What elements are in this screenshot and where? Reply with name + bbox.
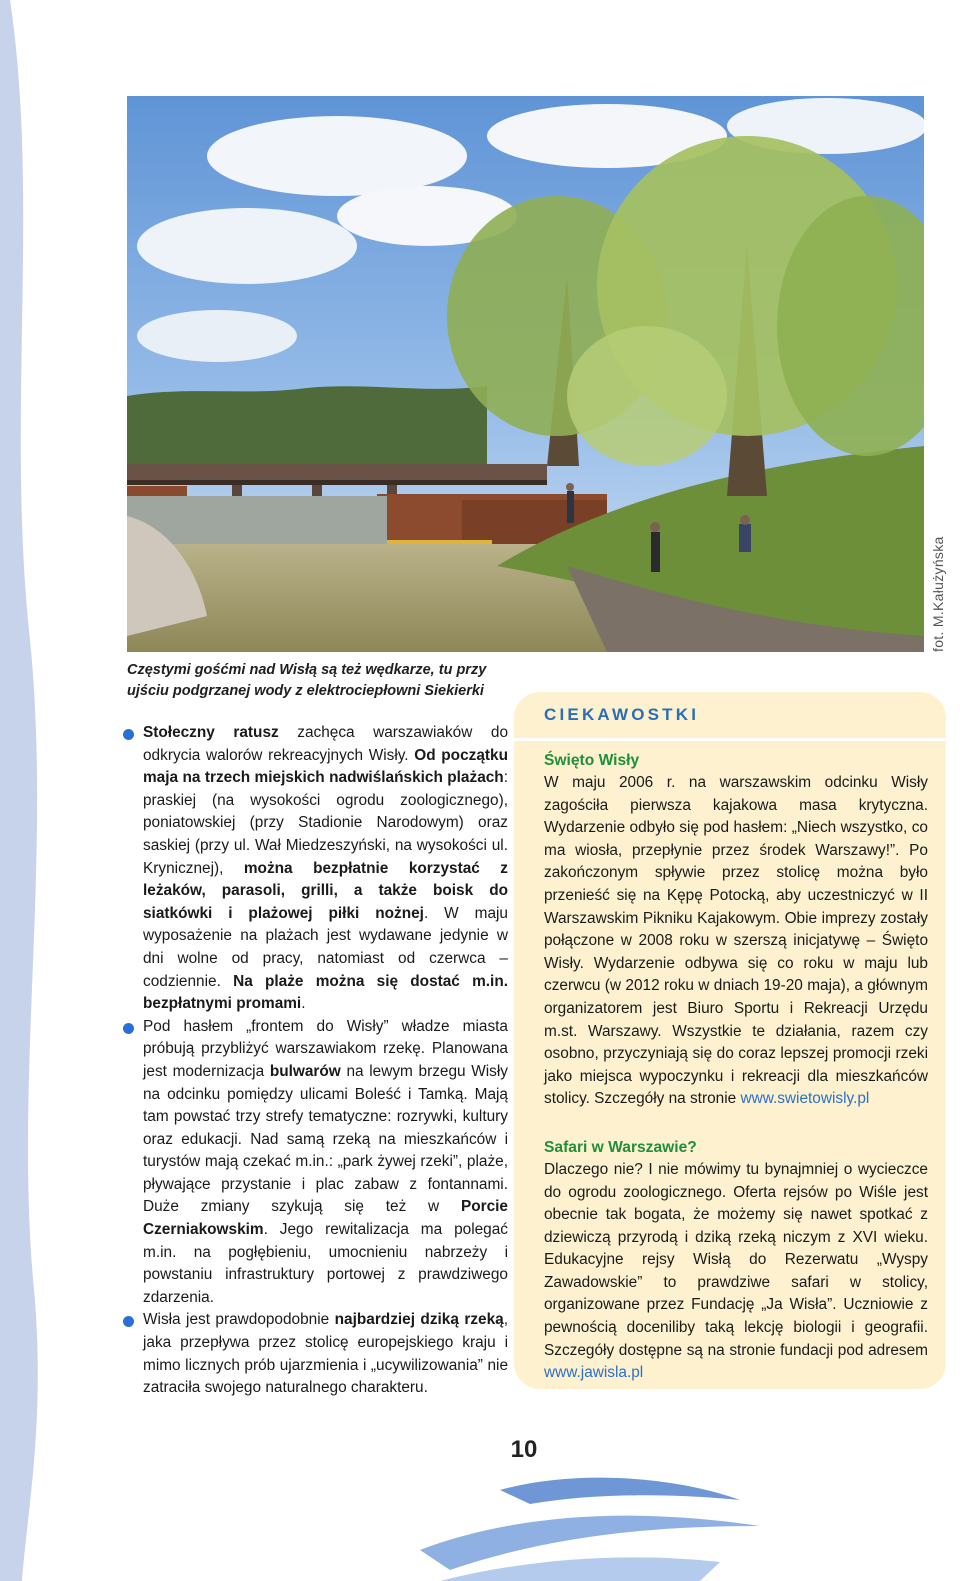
article-bullet	[122, 1309, 508, 1399]
trivia-link[interactable]: www.jawisla.pl	[544, 1364, 644, 1382]
river-photo	[127, 96, 924, 652]
trivia-text: W maju 2006 r. na warszawskim odcinku Wisły zagościła pierwsza kajakowa masa krytyczna. Wydarzenie odbyło się pod hasłem: „Niech wszystko, co ma wiosła, przepłynie przez środek Warszawy!”. Po zakończonym spływie przez stolicę można było przenieść się na Kępę Potocką, aby uczestniczyć w II Warszawskim Pikniku Kajakowym. Obie imprezy zostały połączone w 2008 roku w szerszą inicjatywę – Święto Wisły. Wydarzenie odbywa się co roku w maju lub czerwcu (w 2012 roku w dniach 19-20 maja), a głównym organizatorem jest Biuro Sportu i Rekreacji Urzędu m.st. Warszawy. Wszystkie te działania, razem czy osobno, przyczyniają się do coraz lepszej promocji rzeki jako miejsca wypoczynku i rekreacji dla mieszkańców stolicy. Szczegóły na stronie	[544, 774, 928, 1108]
text-bold: Porcie Czerniakowskim	[143, 1198, 508, 1239]
text-bold: można bezpłatnie korzystać z leżaków, parasoli, grilli, a także boisk do siatkówki i plażowej piłki nożnej	[143, 859, 509, 922]
trivia-heading: Safari w Warszawie?	[544, 1138, 697, 1156]
trivia-divider	[514, 738, 946, 741]
bullet-dot-icon	[123, 729, 134, 740]
text-bold: bulwarów	[269, 1062, 341, 1080]
trivia-paragraph	[544, 1159, 928, 1385]
trivia-text: Dlaczego nie? I nie mówimy tu bynajmniej o wycieczce do ogrodu zoologicznego. Oferta rejsów po Wiśle jest obecnie tak bogata, że możemy się nawet spotkać z dziewiczą przyrodą i dziką rzeką niczym z XVI wieku. Edukacyjne rejsy Wisłą do Rezerwatu „Wyspy Zawadowskie” to prawdziwe safari w stolicy, organizowane przez Fundację „Ja Wisła”. Uczniowie z pewnością doceniliby taką lekcję biologii i geografii. Szczegóły dostępne są na stronie fundacji pod adresem	[544, 1160, 928, 1359]
text-bold: najbardziej dziką rzeką	[334, 1311, 504, 1329]
photo-credit: fot. M.Kałużyńska	[930, 536, 946, 652]
page-number: 10	[510, 1436, 538, 1463]
text-run: na lewym brzegu Wisły na odcinku pomiędzy ulicami Boleść i Tamką. Mają tam powstać trzy strefy tematyczne: rozrywki, kultury oraz edukacji. Nad samą rzeką na mieszkańców i turystów mają czekać m.in.: „park żywej rzeki”, plaże, pływające przystanie i plac zabaw z fontannami. Duże zmiany szykują się też w	[143, 1062, 508, 1216]
trivia-heading: Święto Wisły	[544, 752, 640, 769]
bullet-dot-icon	[123, 1316, 134, 1327]
left-wave-decoration	[0, 0, 60, 1581]
bullet-dot-icon	[123, 1023, 134, 1034]
bullet-text	[143, 724, 508, 1012]
trivia-gap	[544, 1111, 928, 1137]
text-run: : praskiej (na wysokości ogrodu zoologicznego), poniatowskiej (przy Stadionie Narodowym) oraz saskiej (przy ul. Wał Miedzeszyński, na wysokości ul. Krynicznej),	[143, 769, 508, 877]
article-column	[122, 722, 508, 1400]
text-bold: Stołeczny ratusz	[143, 724, 279, 741]
article-bullet	[122, 722, 508, 1016]
trivia-paragraph	[544, 772, 928, 1111]
photo-caption: Częstymi gośćmi nad Wisłą są też wędkarze, tu przy ujściu podgrzanej wody z elektrociepłowni Siekierki	[127, 662, 487, 699]
text-run: .	[301, 995, 306, 1013]
text-run: Pod hasłem „frontem do Wisły” władze miasta próbują przybliżyć warszawiakom rzekę. Planowana jest modernizacja	[143, 1017, 508, 1080]
trivia-title: CIEKAWOSTKI	[544, 705, 700, 724]
trivia-link[interactable]: www.swietowisly.pl	[740, 1090, 870, 1108]
article-bullet	[122, 1016, 508, 1310]
text-run: . W maju wyposażenie na plażach jest wydawane jedynie w dni wolne od pracy, natomiast od czerwca – codziennie.	[143, 904, 508, 990]
text-bold: Na plaże można się dostać m.in. bezpłatnymi promami	[143, 972, 508, 1013]
bullet-text	[143, 1018, 508, 1306]
bullet-text	[143, 1311, 508, 1396]
text-run: , jaka przepływa przez stolicę europejskiego kraju i mimo licznych prób ujarzmienia i „ucywilizowania” nie zatraciła swojego naturalnego charakteru.	[143, 1311, 508, 1397]
wave-swoosh-decoration	[380, 1460, 780, 1581]
trivia-body	[544, 750, 928, 1385]
text-run: Wisła jest prawdopodobnie	[143, 1311, 335, 1329]
text-bold: Od początku maja na trzech miejskich nadwiślańskich plażach	[143, 746, 508, 787]
text-run: zachęca warszawiaków do odkrycia walorów rekreacyjnych Wisły.	[143, 724, 508, 764]
text-run: . Jego rewitalizacja ma polegać m.in. na pogłębieniu, umocnieniu nabrzeży i powstaniu infrastruktury portowej z prawdziwego zdarzenia.	[143, 1221, 508, 1306]
